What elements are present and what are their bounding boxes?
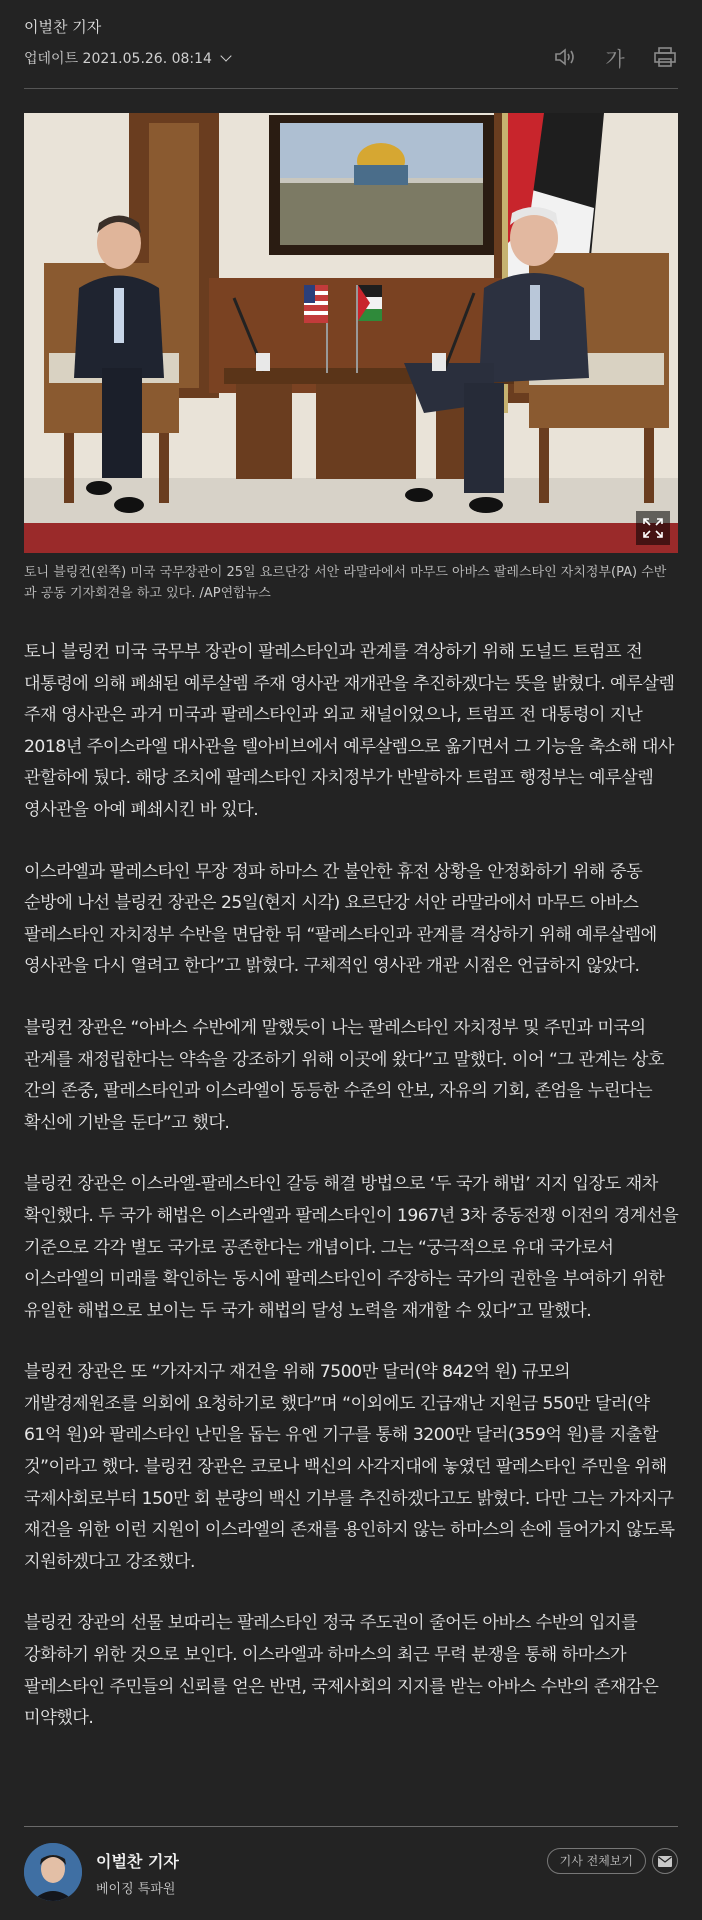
speaker-icon	[553, 46, 577, 68]
font-size-button[interactable]	[602, 44, 628, 70]
chevron-down-icon	[220, 50, 231, 61]
article-header	[24, 0, 678, 89]
font-size-icon: 가	[605, 46, 625, 71]
paragraph: 블링컨 장관은 또 “가자지구 재건을 위해 7500만 달러(약 842억 원) 규모의 개발경제원조를 의회에 요청하기로 했다”며 “이외에도 긴급재난 지원금 550만 달러(약 61억 원)와 팔레스타인 난민을 돕는 유엔 기구를 통해 3200만 달러(359억 원)를 지출할 것”이라고 했다. 블링컨 장관은 코로나 백신의 사각지대에 놓였던 팔레스타인 주민을 위해 국제사회로부터 150만 회 분량의 백신 기부를 추진하겠다고도 밝혔다. 다만 그는 가자지구 재건을 위한 이런 지원이 이스라엘의 존재를 용인하지 않는 하마스의 손에 들어가지 않도록 지원하겠다고 강조했다.	[24, 1362, 675, 1572]
paragraph: 토니 블링컨 미국 국무부 장관이 팔레스타인과 관계를 격상하기 위해 도널드 트럼프 전 대통령에 의해 폐쇄된 예루살렘 주재 영사관 재개관을 추진하겠다는 뜻을 밝혔다. 예루살렘 주재 영사관은 과거 미국과 팔레스타인과 외교 채널이었으나, 트럼프 전 대통령이 지난 2018년 주이스라엘 대사관을 텔아비브에서 예루살렘으로 옮기면서 그 기능을 축소해 대사 관할하에 뒀다. 해당 조치에 팔레스타인 자치정부가 반발하자 트럼프 행정부는 예루살렘 영사관을 아예 폐쇄시킨 바 있다.	[24, 642, 675, 820]
mail-icon	[658, 1856, 672, 1867]
listen-button[interactable]	[552, 44, 578, 70]
expand-icon	[643, 518, 663, 538]
update-date: 업데이트 2021.05.26. 08:14	[24, 51, 212, 67]
update-date-toggle[interactable]	[24, 48, 230, 68]
reporter-photo	[24, 1843, 82, 1901]
reporter-role: 베이징 특파원	[96, 1882, 176, 1897]
paragraph: 블링컨 장관은 “아바스 수반에게 말했듯이 나는 팔레스타인 자치정부 및 주민과 미국의 관계를 재정립한다는 약속을 강조하기 위해 이곳에 왔다”고 말했다. 이어 “그 관계는 상호 간의 존중, 팔레스타인과 이스라엘이 동등한 수준의 안보, 자유의 기회, 존엄을 누린다는 확신에 기반을 둔다”고 했다.	[24, 1017, 664, 1133]
paragraph: 이스라엘과 팔레스타인 무장 정파 하마스 간 불안한 휴전 상황을 안정화하기 위해 중동 순방에 나선 블링컨 장관은 25일(현지 시각) 요르단강 서안 라말라에서 마무드 아바스 팔레스타인 자치정부 수반을 면담한 뒤 “팔레스타인과 관계를 격상하기 위해 예루살렘에 영사관을 다시 열려고 한다”고 밝혔다. 구체적인 영사관 개관 시점은 언급하지 않았다.	[24, 861, 657, 977]
article-body	[24, 637, 680, 1765]
byline[interactable]: 이벌찬 기자	[24, 18, 102, 36]
photo-caption: 토니 블링컨(왼쪽) 미국 국무장관이 25일 요르단강 서안 라말라에서 마무드 아바스 팔레스타인 자치정부(PA) 수반과 공동 기자회견을 하고 있다. /AP연합뉴스	[24, 565, 667, 601]
email-button[interactable]	[652, 1848, 678, 1874]
print-icon	[653, 46, 677, 68]
print-button[interactable]	[652, 44, 678, 70]
all-articles-button[interactable]: 기사 전체보기	[547, 1848, 646, 1874]
paragraph: 블링컨 장관의 선물 보따리는 팔레스타인 정국 주도권이 줄어든 아바스 수반의 입지를 강화하기 위한 것으로 보인다. 이스라엘과 하마스의 최근 무력 분쟁을 통해 하마스가 팔레스타인 주민들의 신뢰를 얻은 반면, 국제사회의 지지를 받는 아바스 수반의 존재감은 미약했다.	[24, 1613, 659, 1729]
article-photo[interactable]	[24, 113, 678, 553]
press-conference-photo	[24, 113, 678, 553]
reporter-box	[24, 1826, 678, 1920]
expand-photo-button[interactable]	[636, 511, 670, 545]
reporter-avatar[interactable]	[24, 1843, 82, 1901]
article-tools	[552, 44, 678, 70]
paragraph: 블링컨 장관은 이스라엘-팔레스타인 갈등 해결 방법으로 ‘두 국가 해법’ 지지 입장도 재차 확인했다. 두 국가 해법은 이스라엘과 팔레스타인이 1967년 3차 중동전쟁 이전의 경계선을 기준으로 각각 별도 국가로 공존한다는 개념이다. 그는 “궁극적으로 유대 국가로서 이스라엘의 미래를 확인하는 동시에 팔레스타인이 주장하는 국가의 권한을 부여하기 위한 유일한 해법으로 보이는 두 국가 해법의 달성 노력을 재개할 수 있다”고 말했다.	[24, 1174, 679, 1321]
reporter-name[interactable]: 이벌찬 기자	[96, 1852, 179, 1871]
